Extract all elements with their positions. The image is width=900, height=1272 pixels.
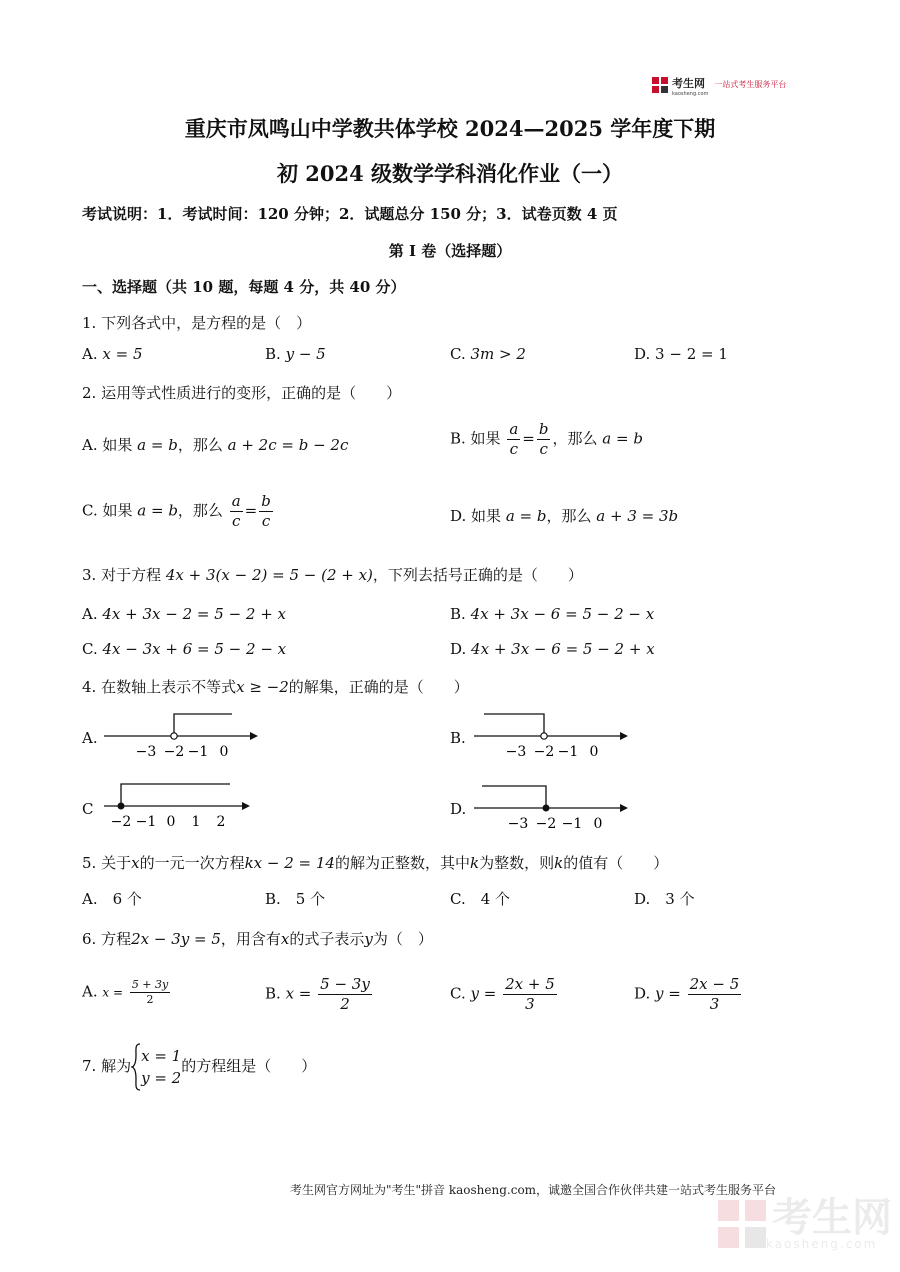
frac-numerator: 5 − 3y [320, 975, 370, 993]
tick-label: −1 [561, 816, 583, 832]
q3-option-b-label: B. [450, 605, 466, 623]
q3-option-c-expr: 4x − 3x + 6 = 5 − 2 − x [102, 640, 287, 658]
q1-option-c[interactable] [450, 345, 526, 363]
frac-denominator: c [261, 511, 271, 530]
q1-option-c-label: C. [450, 345, 466, 363]
q3-stem-expr: 4x + 3(x − 2) = 5 − (2 + x) [165, 566, 373, 584]
tick-label: −3 [507, 816, 529, 832]
q6-stem-y: y [364, 930, 373, 948]
q7-equation-system [141, 1045, 181, 1090]
q2-option-c-if: a = b [137, 501, 178, 520]
q6-option-a-label: A. [82, 982, 98, 1001]
page-title-line1: 重庆市凤鸣山中学教共体学校 2024—2025 学年度下期 [184, 116, 716, 141]
solution-bracket [484, 714, 544, 736]
frac-denominator: 3 [709, 994, 720, 1013]
q3-option-a-label: A. [82, 605, 98, 623]
q6-option-c-frac [503, 975, 557, 1014]
q4-option-b-number-line [470, 706, 635, 762]
q1-option-c-expr: 3m > 2 [470, 345, 526, 363]
q4-option-c-number-line [100, 776, 265, 832]
q2-option-d-label: D. 如果 [450, 507, 502, 525]
q2-option-c-label: C. 如果 [82, 501, 133, 520]
q4-option-c-label[interactable]: C [82, 800, 94, 818]
page-footer: 考生网官方网址为"考生"拼音 kaosheng.com，诚邀全国合作伙伴共建一站式考生服务平台 [290, 1183, 777, 1197]
q5-stem-post: 的值有（ ） [563, 854, 669, 872]
question-1-stem: 1. 下列各式中，是方程的是（ ） [82, 314, 312, 332]
open-endpoint-icon [171, 733, 177, 739]
q4-option-d-number-line [470, 778, 635, 834]
q2-option-c[interactable] [82, 492, 275, 531]
tick-label: −2 [533, 744, 555, 760]
q5-option-d[interactable]: D. 3 个 [634, 890, 695, 908]
solution-bracket [121, 784, 230, 806]
q6-option-c[interactable] [450, 975, 559, 1014]
question-5-stem [82, 852, 668, 873]
q4-option-a-number-line [100, 706, 265, 762]
q6-option-b[interactable] [265, 975, 374, 1014]
q6-option-d-label: D. [634, 984, 651, 1003]
q1-option-d-expr: 3 − 2 = 1 [655, 345, 728, 363]
watermark [718, 1195, 892, 1251]
q6-option-d[interactable] [634, 975, 743, 1014]
q6-option-b-frac [318, 975, 372, 1014]
q1-option-d[interactable] [634, 345, 728, 363]
left-brace-icon [131, 1043, 141, 1091]
q2-option-c-frac2 [259, 492, 273, 531]
volume-heading: 第 I 卷（选择题） [388, 242, 512, 260]
axis-arrow-icon [242, 802, 250, 810]
question-3-stem [82, 564, 583, 585]
q2-option-b-frac1 [507, 420, 520, 459]
logo-url: kaosheng.com [672, 91, 709, 97]
q3-option-d[interactable] [450, 640, 655, 658]
q3-option-a-expr: 4x + 3x − 2 = 5 − 2 + x [102, 605, 287, 623]
q2-option-b[interactable] [450, 420, 643, 459]
q4-stem-pre: 4. 在数轴上表示不等式 [82, 678, 237, 696]
frac-numerator: b [538, 420, 549, 438]
watermark-name: 考生网 [772, 1195, 892, 1241]
q5-stem-mid3: 为整数，则 [479, 854, 555, 872]
question-2-stem: 2. 运用等式性质进行的变形，正确的是（ ） [82, 384, 402, 402]
q1-option-a-expr: x = 5 [102, 345, 143, 363]
tick-label: 0 [589, 744, 599, 760]
q4-option-d-label[interactable]: D. [450, 800, 467, 818]
q6-option-a-lhs: x = [102, 985, 124, 1000]
tick-label: 0 [593, 816, 603, 832]
q5-stem-k: k [469, 854, 480, 872]
q6-option-c-label: C. [450, 984, 466, 1003]
q1-option-a[interactable] [82, 345, 143, 363]
q3-option-a[interactable] [82, 605, 286, 623]
q3-option-d-expr: 4x + 3x − 6 = 5 − 2 + x [471, 640, 655, 658]
tick-label: 2 [216, 814, 226, 830]
q4-option-a-label[interactable]: A. [82, 729, 98, 747]
closed-endpoint-icon [543, 805, 550, 812]
q1-option-b[interactable] [265, 345, 326, 363]
q2-option-a-label: A. 如果 [82, 436, 133, 454]
q7-stem-post: 的方程组是（ ） [181, 1057, 317, 1075]
open-endpoint-icon [541, 733, 547, 739]
frac-numerator: 2x − 5 [689, 975, 740, 993]
question-7-stem [82, 1043, 316, 1091]
equals-sign: = [244, 501, 258, 520]
q7-eq2: y = 2 [141, 1069, 182, 1087]
q2-option-d-if: a = b [505, 507, 547, 525]
q3-option-b-expr: 4x + 3x − 6 = 5 − 2 − x [470, 605, 655, 623]
axis-arrow-icon [620, 732, 628, 740]
kaosheng-logo-icon [652, 77, 668, 93]
q3-option-d-label: D. [450, 640, 467, 658]
frac-denominator: c [539, 439, 548, 458]
q4-stem-post: 的解集，正确的是（ ） [288, 678, 469, 696]
q2-option-b-frac2 [537, 420, 551, 459]
q5-stem-expr: kx − 2 = 14 [244, 854, 335, 872]
section-heading: 一、选择题（共 10 题，每题 4 分，共 40 分） [82, 278, 406, 296]
question-4-stem [82, 676, 469, 697]
q3-stem-post: ，下列去括号正确的是（ ） [372, 566, 583, 584]
equals-sign: = [522, 429, 535, 448]
q2-option-a[interactable] [82, 434, 348, 455]
frac-denominator: c [509, 439, 519, 458]
q2-option-d-then: ，那么 [546, 507, 592, 525]
q2-option-a-if: a = b [137, 436, 178, 454]
frac-numerator: a [231, 492, 241, 510]
tick-label: −1 [135, 814, 157, 830]
solution-bracket [482, 786, 546, 808]
closed-endpoint-icon [118, 803, 125, 810]
q7-stem-pre: 7. 解为 [82, 1057, 132, 1075]
frac-denominator: 2 [340, 994, 350, 1013]
q5-stem-x: x [131, 854, 140, 872]
q6-stem-expr: 2x − 3y = 5 [131, 930, 221, 948]
q1-option-a-label: A. [82, 345, 98, 363]
q5-stem-mid: 的一元一次方程 [139, 854, 245, 872]
frac-numerator: 5 + 3y [131, 978, 169, 991]
q2-option-b-label: B. 如果 [450, 429, 501, 448]
frac-numerator: 2x + 5 [505, 975, 555, 993]
tick-label: −3 [505, 744, 527, 760]
q6-option-a-frac [130, 978, 170, 1007]
q2-option-a-result: a + 2c = b − 2c [227, 436, 349, 454]
q6-stem-pre: 6. 方程 [82, 930, 132, 948]
q6-stem-x: x [280, 930, 290, 948]
q5-stem-pre: 5. 关于 [82, 854, 132, 872]
tick-label: −1 [557, 744, 579, 760]
frac-numerator: b [261, 492, 271, 510]
q3-stem-pre: 3. 对于方程 [82, 566, 162, 584]
tick-label: 0 [219, 744, 229, 760]
frac-denominator: c [231, 511, 241, 530]
q2-option-c-then: ，那么 [177, 501, 223, 520]
tick-label: −1 [187, 744, 209, 760]
page-title-line2: 初 2024 级数学学科消化作业（一） [276, 161, 624, 186]
q6-option-c-lhs: y = [470, 984, 497, 1003]
q4-stem-expr: x ≥ −2 [236, 678, 289, 696]
tick-label: 0 [166, 814, 176, 830]
watermark-url: kaosheng.com [766, 1237, 878, 1251]
q2-option-b-result: a = b [602, 429, 643, 448]
logo-text [672, 72, 708, 97]
q3-option-c-label: C. [82, 640, 98, 658]
q6-option-b-label: B. [265, 984, 281, 1003]
q6-stem-mid: ，用含有 [220, 930, 281, 948]
q2-option-a-then: ，那么 [177, 436, 223, 454]
q6-stem-mid2: 的式子表示 [289, 930, 365, 948]
tick-label: −2 [110, 814, 132, 830]
q3-option-b[interactable] [450, 605, 654, 623]
q6-stem-post: 为（ ） [372, 930, 433, 948]
frac-denominator: 3 [525, 994, 535, 1013]
tick-label: −2 [535, 816, 557, 832]
q2-option-d[interactable] [450, 505, 678, 526]
q1-option-b-expr: y − 5 [285, 345, 326, 363]
question-6-stem [82, 928, 433, 949]
logo-slogan: 一站式考生服务平台 [714, 80, 787, 89]
watermark-text [766, 1195, 892, 1251]
q3-option-c[interactable] [82, 640, 286, 658]
tick-label: −2 [163, 744, 185, 760]
q4-option-b-label[interactable]: B. [450, 729, 466, 747]
header-logo [652, 72, 786, 97]
tick-label: −3 [135, 744, 157, 760]
q6-option-d-lhs: y = [655, 984, 681, 1003]
q2-option-d-result: a + 3 = 3b [596, 507, 679, 525]
q2-option-b-then: ，那么 [552, 429, 598, 448]
q1-option-b-label: B. [265, 345, 281, 363]
q1-option-d-label: D. [634, 345, 651, 363]
q5-stem-k2: k [554, 854, 564, 872]
solution-bracket [174, 714, 232, 736]
frac-denominator: 2 [146, 992, 154, 1006]
logo-name: 考生网 [672, 77, 705, 90]
frac-numerator: a [509, 420, 519, 438]
q5-option-b[interactable]: B. 5 个 [265, 890, 326, 908]
tick-label: 1 [191, 814, 201, 830]
watermark-logo-icon [718, 1200, 766, 1248]
axis-arrow-icon [250, 732, 258, 740]
q2-option-c-frac1 [230, 492, 243, 531]
axis-arrow-icon [620, 804, 628, 812]
q6-option-b-lhs: x = [285, 984, 312, 1003]
q5-option-a[interactable]: A. 6 个 [82, 890, 142, 908]
q5-stem-mid2: 的解为正整数，其中 [334, 854, 470, 872]
exam-instructions: 考试说明：1．考试时间：120 分钟；2．试题总分 150 分；3．试卷页数 4 页 [82, 205, 618, 223]
q6-option-d-frac [688, 975, 742, 1014]
q7-eq1: x = 1 [141, 1046, 182, 1065]
q6-option-a[interactable] [82, 978, 172, 1007]
q5-option-c[interactable]: C. 4 个 [450, 890, 511, 908]
